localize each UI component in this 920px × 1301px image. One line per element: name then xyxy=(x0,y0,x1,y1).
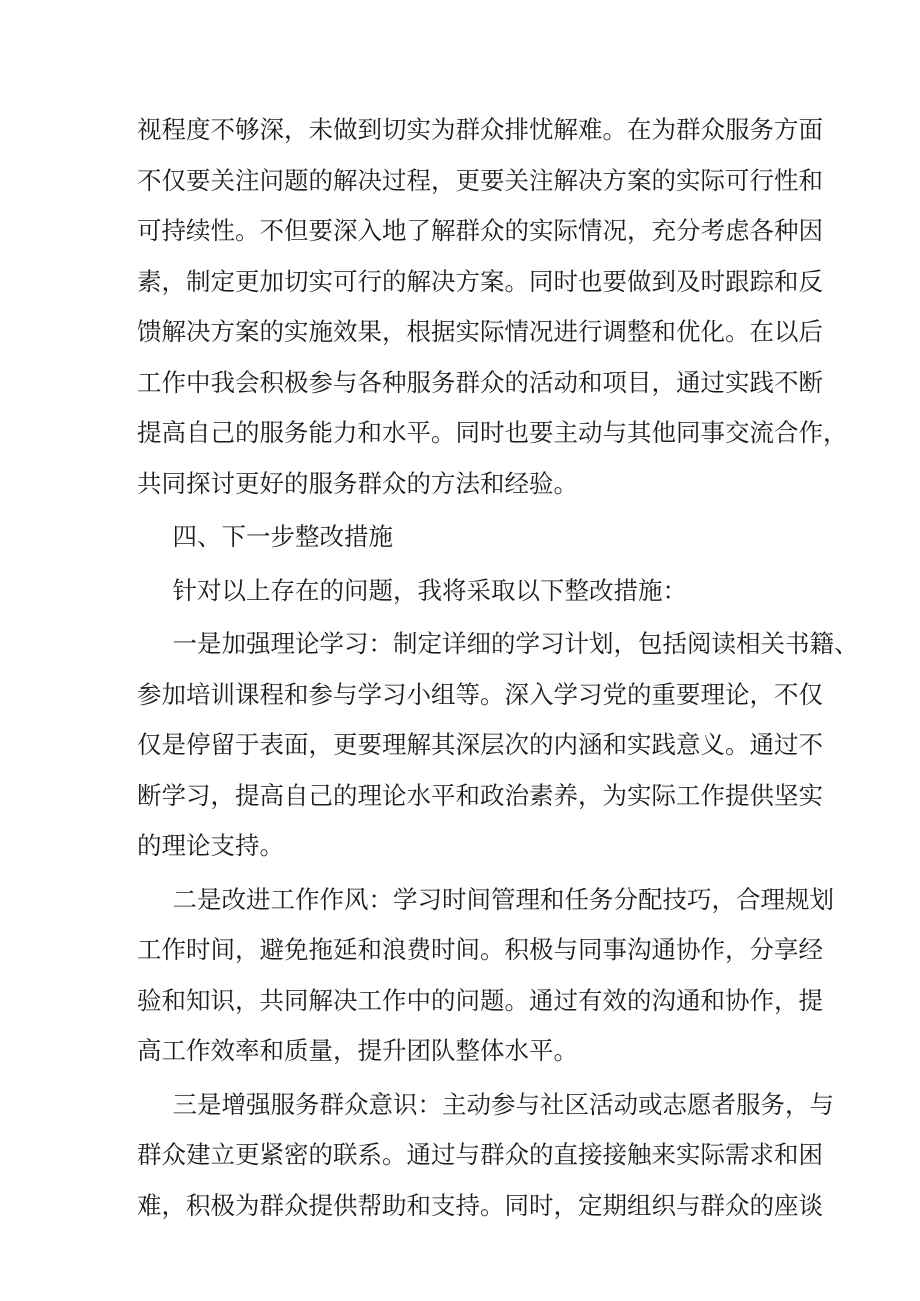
text-line: 高工作效率和质量，提升团队整体水平。 xyxy=(137,1036,578,1065)
paragraph-measure-1 xyxy=(137,619,859,872)
text-line: 仅是停留于表面，更要理解其深层次的内涵和实践意义。通过不 xyxy=(137,730,823,759)
text-line: 提高自己的服务能力和水平。同时也要主动与其他同事交流合作， xyxy=(137,418,848,447)
text-line: 不仅要关注问题的解决过程，更要关注解决方案的实际可行性和 xyxy=(137,165,823,195)
text-line: 群众建立更紧密的联系。通过与群众的直接接触来实际需求和困 xyxy=(137,1140,823,1169)
document-body xyxy=(137,105,859,1231)
text-line: 二是改进工作作风：学习时间管理和任务分配技巧，合理规划 xyxy=(172,884,835,914)
paragraph-continued xyxy=(137,105,848,509)
paragraph-measure-2 xyxy=(137,875,835,1077)
text-line: 三是增强服务群众意识：主动参与社区活动或志愿者服务，与 xyxy=(172,1089,835,1119)
text-line: 馈解决方案的实施效果，根据实际情况进行调整和优化。在以后 xyxy=(137,317,823,346)
text-line: 一是加强理论学习：制定详细的学习计划，包括阅读相关书籍、 xyxy=(172,629,859,658)
section-heading-text: 四、下一步整改措施 xyxy=(172,522,394,551)
text-line: 素，制定更加切实可行的解决方案。同时也要做到及时跟踪和反 xyxy=(137,266,823,296)
text-line: 断学习，提高自己的理论水平和政治素养，为实际工作提供坚实 xyxy=(137,780,823,810)
text-line: 可持续性。不但要深入地了解群众的实际情况，充分考虑各种因 xyxy=(137,216,823,245)
paragraph-intro xyxy=(137,566,791,617)
text-line: 针对以上存在的问题，我将采取以下整改措施： xyxy=(172,575,688,605)
text-line: 视程度不够深，未做到切实为群众排忧解难。在为群众服务方面 xyxy=(137,115,823,144)
section-heading xyxy=(137,512,791,563)
text-line: 参加培训课程和参与学习小组等。深入学习党的重要理论，不仅 xyxy=(137,679,823,709)
text-line: 工作时间，避免拖延和浪费时间。积极与同事沟通协作，分享经 xyxy=(137,935,823,964)
text-line: 共同探讨更好的服务群众的方法和经验。 xyxy=(137,468,578,498)
paragraph-measure-3 xyxy=(137,1080,835,1232)
text-line: 工作中我会积极参与各种服务群众的活动和项目，通过实践不断 xyxy=(137,367,823,397)
text-line: 的理论支持。 xyxy=(137,831,284,860)
text-line: 难，积极为群众提供帮助和支持。同时，定期组织与群众的座谈 xyxy=(137,1190,823,1220)
text-line: 验和知识，共同解决工作中的问题。通过有效的沟通和协作，提 xyxy=(137,985,823,1015)
